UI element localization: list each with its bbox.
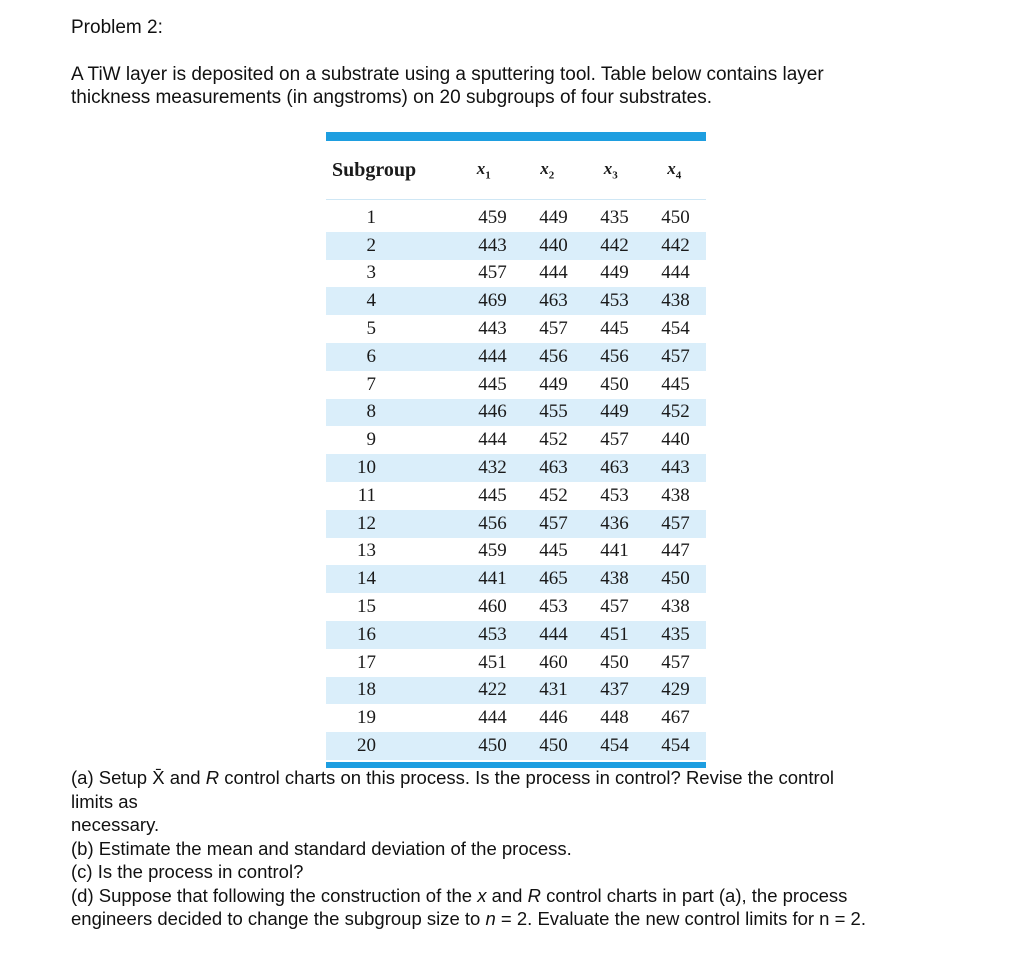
measurement-x2: 449 — [539, 373, 568, 395]
measurement-x2: 460 — [539, 651, 568, 673]
measurement-x4: 444 — [661, 262, 690, 284]
measurement-x3: 445 — [600, 318, 629, 340]
measurement-x3: 449 — [600, 401, 629, 423]
table-row — [326, 287, 706, 315]
subgroup-number: 9 — [366, 429, 376, 451]
measurement-x3: 437 — [600, 679, 629, 701]
table-row — [326, 538, 706, 566]
subgroup-number: 4 — [366, 290, 376, 312]
measurement-x2: 456 — [539, 345, 568, 367]
question-a-and: and — [164, 767, 206, 788]
measurement-x4: 438 — [661, 596, 690, 618]
questions — [71, 766, 971, 931]
question-d-prefix: (d) Suppose that following the construction of the — [71, 884, 478, 906]
subgroup-number: 8 — [366, 401, 376, 423]
header-x4 — [643, 159, 707, 181]
subgroup-number: 2 — [366, 234, 376, 256]
measurement-x4: 429 — [661, 679, 690, 701]
subgroup-number: 6 — [366, 345, 376, 367]
measurement-x2: 444 — [539, 262, 568, 284]
measurement-x2: 445 — [539, 540, 568, 562]
measurement-x3: 450 — [600, 373, 629, 395]
table-row — [326, 399, 706, 427]
header-subgroup: Subgroup — [332, 158, 417, 181]
header-x1 — [452, 159, 516, 181]
measurement-x2: 446 — [539, 707, 568, 729]
measurement-x3: 457 — [600, 596, 629, 618]
measurement-x1: 443 — [478, 318, 507, 340]
measurement-x4: 450 — [661, 568, 690, 590]
question-d-rest: control charts in part (a), the process — [541, 884, 848, 906]
measurement-x4: 435 — [661, 623, 690, 645]
header-x2-base: x — [540, 158, 549, 178]
subgroup-number: 17 — [357, 651, 376, 673]
measurement-x4: 447 — [661, 540, 690, 562]
measurement-x2: 452 — [539, 429, 568, 451]
measurement-x1: 445 — [478, 484, 507, 506]
measurement-x1: 422 — [478, 679, 507, 701]
measurement-x1: 453 — [478, 623, 507, 645]
question-a-line-3: necessary. — [71, 814, 160, 835]
table-row — [326, 565, 706, 593]
table-row — [326, 260, 706, 288]
measurement-x2: 455 — [539, 401, 568, 423]
table-row — [326, 426, 706, 454]
table-row — [326, 649, 706, 677]
measurement-x2: 463 — [539, 457, 568, 479]
measurement-x2: 465 — [539, 568, 568, 590]
measurement-x1: 432 — [478, 457, 507, 479]
table-header — [326, 141, 706, 200]
table-row — [326, 204, 706, 232]
question-b: (b) Estimate the mean and standard deviation of the process. — [71, 837, 572, 859]
measurement-x1: 444 — [478, 345, 507, 367]
table-row — [326, 510, 706, 538]
measurement-x2: 453 — [539, 596, 568, 618]
header-x3-base: x — [603, 158, 613, 178]
subgroup-number: 1 — [366, 206, 376, 228]
table-row — [326, 593, 706, 621]
measurement-x1: 459 — [478, 540, 507, 562]
subgroup-number: 20 — [357, 735, 376, 757]
measurement-x3: 441 — [600, 540, 629, 562]
measurement-x2: 463 — [539, 290, 568, 312]
measurement-x1: 444 — [478, 429, 507, 451]
measurement-x1: 459 — [478, 206, 507, 228]
thickness-table — [326, 132, 706, 768]
measurement-x2: 457 — [539, 512, 568, 534]
question-a-prefix: (a) Setup — [71, 767, 153, 788]
measurement-x1: 457 — [478, 262, 507, 284]
measurement-x3: 436 — [600, 512, 629, 534]
table-row — [326, 343, 706, 371]
header-x3 — [579, 159, 643, 181]
question-d-r: R — [527, 884, 541, 906]
measurement-x4: 457 — [661, 512, 690, 534]
intro-line-1: A TiW layer is deposited on a substrate using a sputtering tool. Table below contains layer — [71, 64, 824, 85]
measurement-x3: 450 — [600, 651, 629, 673]
subgroup-number: 18 — [357, 679, 376, 701]
table-row — [326, 704, 706, 732]
table-row — [326, 315, 706, 343]
question-d-line-2 — [71, 907, 971, 931]
table-row — [326, 454, 706, 482]
subgroup-number: 19 — [357, 707, 376, 729]
measurement-x1: 450 — [478, 735, 507, 757]
measurement-x1: 445 — [478, 373, 507, 395]
table-row — [326, 232, 706, 260]
question-d2-prefix: engineers decided to change the subgroup size to — [71, 908, 486, 929]
measurement-x3: 456 — [600, 345, 629, 367]
measurement-x3: 463 — [600, 457, 629, 479]
problem-intro — [71, 63, 951, 109]
question-a-rest: control charts on this process. Is the process in control? Revise the control — [219, 767, 835, 788]
measurement-x3: 448 — [600, 707, 629, 729]
question-d-and: and — [486, 884, 528, 906]
measurement-x2: 452 — [539, 484, 568, 506]
measurement-x4: 442 — [661, 234, 690, 256]
measurement-x1: 460 — [478, 596, 507, 618]
question-a-line-2: limits as — [71, 790, 138, 812]
table-row — [326, 371, 706, 399]
measurement-x4: 457 — [661, 651, 690, 673]
subgroup-number: 13 — [357, 540, 376, 562]
question-d2-n: n — [485, 908, 496, 929]
measurement-x2: 450 — [539, 735, 568, 757]
question-a-r: R — [205, 767, 220, 788]
subgroup-number: 5 — [366, 318, 376, 340]
measurement-x4: 445 — [661, 373, 690, 395]
measurement-x4: 454 — [661, 318, 690, 340]
header-x2 — [516, 159, 580, 181]
measurement-x4: 454 — [661, 735, 690, 757]
subgroup-number: 3 — [366, 262, 376, 284]
subgroup-number: 11 — [357, 484, 376, 506]
table-row — [326, 732, 706, 760]
measurement-x3: 438 — [600, 568, 629, 590]
header-x3-sub: 3 — [612, 169, 618, 182]
xbar-symbol: X̄ — [152, 767, 165, 788]
intro-line-2: thickness measurements (in angstroms) on 20 subgroups of four substrates. — [71, 87, 713, 108]
subgroup-number: 15 — [357, 596, 376, 618]
problem-title: Problem 2: — [71, 17, 163, 38]
measurement-x4: 438 — [661, 484, 690, 506]
table-row — [326, 677, 706, 705]
measurement-x2: 457 — [539, 318, 568, 340]
measurement-x1: 469 — [478, 290, 507, 312]
measurement-x3: 449 — [600, 262, 629, 284]
subgroup-number: 12 — [357, 512, 376, 534]
measurement-x4: 457 — [661, 345, 690, 367]
measurement-x4: 450 — [661, 206, 690, 228]
subgroup-number: 16 — [357, 623, 376, 645]
measurement-x3: 435 — [600, 206, 629, 228]
subgroup-number: 10 — [357, 457, 376, 479]
measurement-x4: 467 — [661, 707, 690, 729]
measurement-x1: 446 — [478, 401, 507, 423]
measurement-x4: 452 — [661, 401, 690, 423]
subgroup-number: 7 — [366, 373, 376, 395]
measurement-x2: 431 — [539, 679, 568, 701]
measurement-x3: 453 — [600, 484, 629, 506]
measurement-x4: 438 — [661, 290, 690, 312]
question-c: (c) Is the process in control? — [71, 861, 304, 882]
measurement-x1: 451 — [478, 651, 507, 673]
measurement-x1: 456 — [478, 512, 507, 534]
measurement-x3: 453 — [600, 290, 629, 312]
measurement-x1: 441 — [478, 568, 507, 590]
measurement-x4: 443 — [661, 457, 690, 479]
header-x1-base: x — [476, 158, 486, 178]
header-x1-sub: 1 — [485, 169, 491, 182]
question-d-x: x — [477, 884, 487, 906]
table-body — [326, 200, 706, 760]
table-row — [326, 482, 706, 510]
measurement-x3: 451 — [600, 623, 629, 645]
question-d-line-1 — [71, 884, 971, 908]
measurement-x1: 444 — [478, 707, 507, 729]
measurement-x3: 454 — [600, 735, 629, 757]
measurement-x4: 440 — [661, 429, 690, 451]
measurement-x2: 449 — [539, 206, 568, 228]
table-top-rule — [326, 132, 706, 141]
measurement-x2: 440 — [539, 234, 568, 256]
question-d2-rest: = 2. Evaluate the new control limits for n = 2. — [495, 908, 866, 929]
measurement-x1: 443 — [478, 234, 507, 256]
header-x2-sub: 2 — [548, 169, 555, 182]
measurement-x2: 444 — [539, 623, 568, 645]
table-row — [326, 621, 706, 649]
question-a-line-1 — [71, 766, 971, 790]
measurement-x3: 457 — [600, 429, 629, 451]
header-x4-base: x — [667, 158, 676, 178]
measurement-x3: 442 — [600, 234, 629, 256]
subgroup-number: 14 — [357, 568, 376, 590]
header-x4-sub: 4 — [675, 169, 682, 182]
